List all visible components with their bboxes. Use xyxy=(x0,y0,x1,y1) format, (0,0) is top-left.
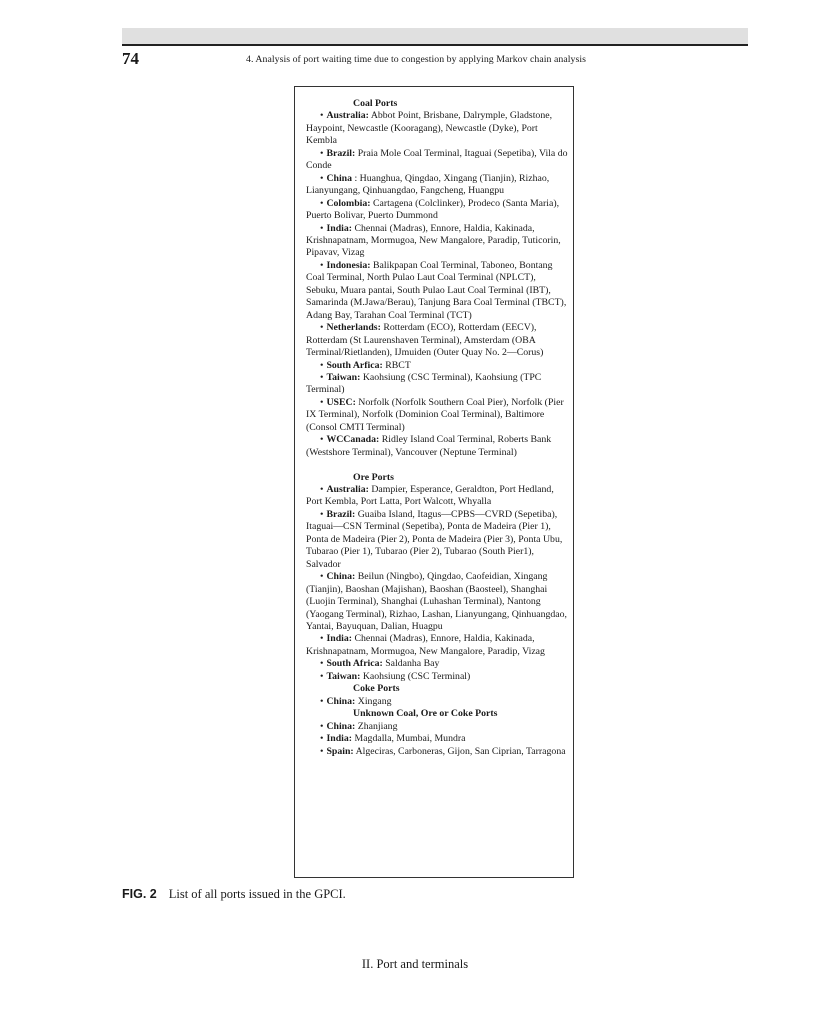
country-name: Netherlands: xyxy=(326,322,381,334)
bullet-icon: • xyxy=(320,434,324,446)
page-footer: II. Port and terminals xyxy=(361,957,469,971)
port-list-item xyxy=(306,434,570,459)
port-names: Dampier, Esperance, Geraldton, Port Hedland, Port Kembla, Port Latta, Port Walcott, Whyalla xyxy=(306,484,554,508)
running-head: 4. Analysis of port waiting time due to congestion by applying Markov chain analysis xyxy=(246,54,586,65)
port-names: Chennai (Madras), Ennore, Haldia, Kakinada, Krishnapatnam, Mormugoa, New Mangalore, Paradip, Tuticorin, Pipavav, Vizag xyxy=(306,222,561,259)
country-name: India: xyxy=(326,633,353,645)
bullet-icon: • xyxy=(320,396,324,408)
bullet-icon: • xyxy=(320,172,324,184)
country-name: Spain: xyxy=(326,745,354,757)
section-heading: Coal Ports xyxy=(353,98,398,109)
port-names: RBCT xyxy=(385,359,411,371)
port-list-item xyxy=(306,360,570,372)
port-list-item xyxy=(306,322,570,359)
port-names: Chennai (Madras), Ennore, Haldia, Kakinada, Krishnapatnam, Mormugoa, New Mangalore, Paradip, Vizag xyxy=(306,633,545,657)
port-names: Saldanha Bay xyxy=(385,658,440,670)
country-name: South Africa: xyxy=(326,658,383,670)
port-names: Kaohsiung (CSC Terminal), Kaohsiung (TPC Terminal) xyxy=(306,371,542,396)
bullet-icon: • xyxy=(320,197,324,209)
port-names: Balikpapan Coal Terminal, Taboneo, Bontang Coal Terminal, North Pulao Laut Coal Terminal (NPLCT), Sebuku, Muara pantai, South Pulao Laut Coal Terminal (IBT), Samarinda (M.Jawa/Berau), Tanjung Bara Coal Terminal (TBCT), Adang Bay, Tarahan Coal Terminal (TCT) xyxy=(306,259,567,321)
bullet-icon: • xyxy=(320,720,324,732)
port-list-item xyxy=(306,148,570,173)
figure-port-list xyxy=(306,98,570,758)
port-list-item xyxy=(306,509,570,571)
section-spacer xyxy=(306,459,570,471)
country-name: Australia: xyxy=(326,110,369,122)
bullet-icon: • xyxy=(320,147,324,159)
bullet-icon: • xyxy=(320,745,324,757)
port-list-item xyxy=(306,746,570,758)
bullet-icon: • xyxy=(320,658,324,670)
country-name: Colombia: xyxy=(326,197,371,209)
country-name: Australia: xyxy=(326,484,369,496)
port-names: : Huanghua, Qingdao, Xingang (Tianjin), Rizhao, Lianyungang, Qinhuangdao, Fangcheng, Huangpu xyxy=(306,172,550,197)
port-list-item xyxy=(306,633,570,658)
port-names: Norfolk (Norfolk Southern Coal Pier), Norfolk (Pier IX Terminal), Norfolk (Dominion Coal Terminal), Baltimore (Consol CMTI Terminal) xyxy=(306,396,564,433)
section-heading: Ore Ports xyxy=(353,471,394,483)
port-list-item xyxy=(306,372,570,397)
bullet-icon: • xyxy=(320,695,324,707)
port-names: Rotterdam (ECO), Rotterdam (EECV), Rotterdam (St Laurenshaven Terminal), Amsterdam (OBA Terminal/Rietlanden), IJmuiden (Outer Quay No. 2—Corus) xyxy=(306,322,544,359)
header-rule xyxy=(122,28,748,46)
port-names: Beilun (Ningbo), Qingdao, Caofeidian, Xingang (Tianjin), Baoshan (Majishan), Baoshan (Baosteel), Shanghai (Luojin Terminal), Shanghai (Luhashan Terminal), Nantong (Yaogang Terminal), Rizhao, Lashan, Lianyungang, Qinhuangdao, Yantai, Bayuquan, Dalian, Huagpu xyxy=(306,571,567,633)
port-names: Kaohsiung (CSC Terminal) xyxy=(362,670,471,682)
section-heading: Unknown Coal, Ore or Coke Ports xyxy=(353,708,498,720)
port-list-item xyxy=(306,671,570,683)
country-name: Brazil: xyxy=(326,147,356,159)
country-name: China xyxy=(326,172,353,184)
bullet-icon: • xyxy=(320,322,324,334)
port-names: Xingang xyxy=(357,695,392,707)
port-list-item xyxy=(306,110,570,147)
port-names: Ridley Island Coal Terminal, Roberts Bank (Westshore Terminal), Vancouver (Neptune Terminal) xyxy=(306,434,552,458)
port-names: Praia Mole Coal Terminal, Itaguai (Sepetiba), Vila do Conde xyxy=(306,147,568,172)
port-list-item xyxy=(306,223,570,260)
bullet-icon: • xyxy=(320,259,324,271)
port-names: Zhanjiang xyxy=(357,720,398,732)
port-list-item xyxy=(306,198,570,223)
bullet-icon: • xyxy=(320,110,324,122)
port-names: Cartagena (Colclinker), Prodeco (Santa Maria), Puerto Bolivar, Puerto Dummond xyxy=(306,197,560,222)
port-list-item xyxy=(306,658,570,670)
port-list-item xyxy=(306,260,570,322)
port-names: Algeciras, Carboneras, Gijon, San Ciprian, Tarragona xyxy=(355,745,566,757)
country-name: India: xyxy=(326,222,353,234)
port-names: Guaiba Island, Itagus—CPBS—CVRD (Sepetiba), Itaguai—CSN Terminal (Sepetiba), Ponta de Madeira (Pier 1), Ponta de Madeira (Pier 2), Ponta de Madeira (Pier 3), Ponta Ubu, Tubarao (Pier 1), Tubarao (Pier 2), Tubarao (South Pier1), Salvador xyxy=(306,508,563,570)
country-name: South Arfica: xyxy=(326,359,383,371)
country-name: China: xyxy=(326,720,356,732)
port-names: Abbot Point, Brisbane, Dalrymple, Gladstone, Haypoint, Newcastle (Kooragang), Newcastle (Dyke), Port Kembla xyxy=(306,110,553,147)
port-list-item xyxy=(306,173,570,198)
port-list-item xyxy=(306,696,570,708)
country-name: India: xyxy=(326,733,353,745)
figure-label: FIG. 2 xyxy=(122,887,157,901)
country-name: China: xyxy=(326,571,356,583)
section-heading: Coke Ports xyxy=(353,683,400,695)
country-name: Taiwan: xyxy=(326,670,361,682)
bullet-icon: • xyxy=(320,222,324,234)
figure-caption-text: List of all ports issued in the GPCI. xyxy=(168,887,346,901)
bullet-icon: • xyxy=(320,633,324,645)
port-list-item xyxy=(306,484,570,509)
bullet-icon: • xyxy=(320,733,324,745)
country-name: Brazil: xyxy=(326,508,356,520)
port-list-item xyxy=(306,733,570,745)
country-name: Indonesia: xyxy=(326,259,371,271)
bullet-icon: • xyxy=(320,359,324,371)
port-list-item xyxy=(306,397,570,434)
figure-caption xyxy=(122,887,346,902)
country-name: Taiwan: xyxy=(326,371,361,383)
port-names: Magdalla, Mumbai, Mundra xyxy=(354,733,466,745)
bullet-icon: • xyxy=(320,670,324,682)
page-number: 74 xyxy=(122,49,139,68)
country-name: USEC: xyxy=(326,396,356,408)
port-list-item xyxy=(306,571,570,633)
country-name: WCCanada: xyxy=(326,434,380,446)
bullet-icon: • xyxy=(320,508,324,520)
bullet-icon: • xyxy=(320,371,324,383)
country-name: China: xyxy=(326,695,356,707)
port-list-item xyxy=(306,721,570,733)
bullet-icon: • xyxy=(320,571,324,583)
bullet-icon: • xyxy=(320,484,324,496)
